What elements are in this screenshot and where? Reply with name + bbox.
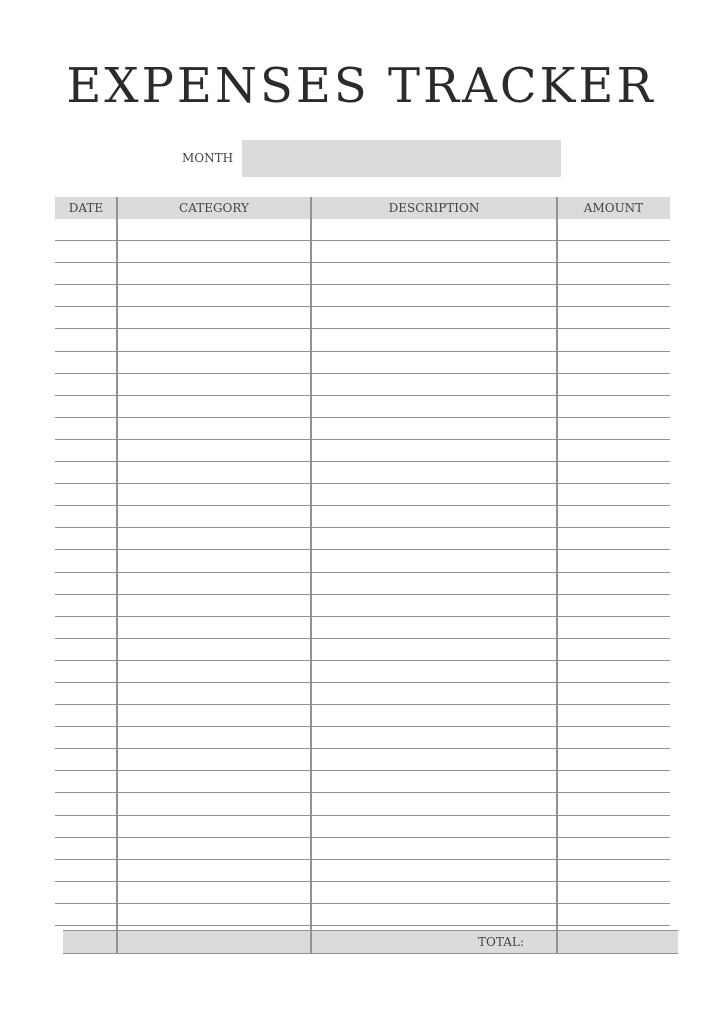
table-body [55,219,670,926]
month-label: MONTH [182,151,234,165]
table-row[interactable] [55,595,670,617]
table-row[interactable] [55,396,670,418]
page-title: EXPENSES TRACKER [66,58,656,114]
table-row[interactable] [55,329,670,351]
table-row[interactable] [55,241,670,263]
table-row[interactable] [55,263,670,285]
table-row[interactable] [55,816,670,838]
column-divider-category [310,197,312,954]
table-row[interactable] [55,573,670,595]
table-row[interactable] [55,727,670,749]
total-amount-field[interactable] [557,931,678,953]
table-row[interactable] [55,705,670,727]
table-row[interactable] [55,352,670,374]
table-row[interactable] [55,374,670,396]
column-header-date: DATE [68,201,104,215]
table-row[interactable] [55,882,670,904]
table-row[interactable] [55,904,670,926]
table-row[interactable] [55,307,670,329]
month-field[interactable] [242,140,561,177]
table-row[interactable] [55,219,670,241]
total-label: TOTAL: [478,935,524,949]
table-row[interactable] [55,661,670,683]
table-row[interactable] [55,639,670,661]
table-row[interactable] [55,860,670,882]
table-header [55,197,670,219]
table-row[interactable] [55,440,670,462]
total-row [63,930,678,954]
column-divider-description [556,197,558,954]
column-header-category: CATEGORY [179,201,249,215]
column-header-description: DESCRIPTION [388,201,480,215]
table-row[interactable] [55,528,670,550]
table-row[interactable] [55,285,670,307]
table-row[interactable] [55,838,670,860]
expenses-table [55,197,670,954]
table-row[interactable] [55,550,670,572]
table-row[interactable] [55,484,670,506]
column-divider-date [116,197,118,954]
table-row[interactable] [55,506,670,528]
column-header-amount: AMOUNT [583,201,644,215]
table-row[interactable] [55,462,670,484]
table-row[interactable] [55,749,670,771]
table-row[interactable] [55,683,670,705]
table-row[interactable] [55,617,670,639]
table-row[interactable] [55,418,670,440]
table-row[interactable] [55,771,670,793]
table-row[interactable] [55,793,670,815]
